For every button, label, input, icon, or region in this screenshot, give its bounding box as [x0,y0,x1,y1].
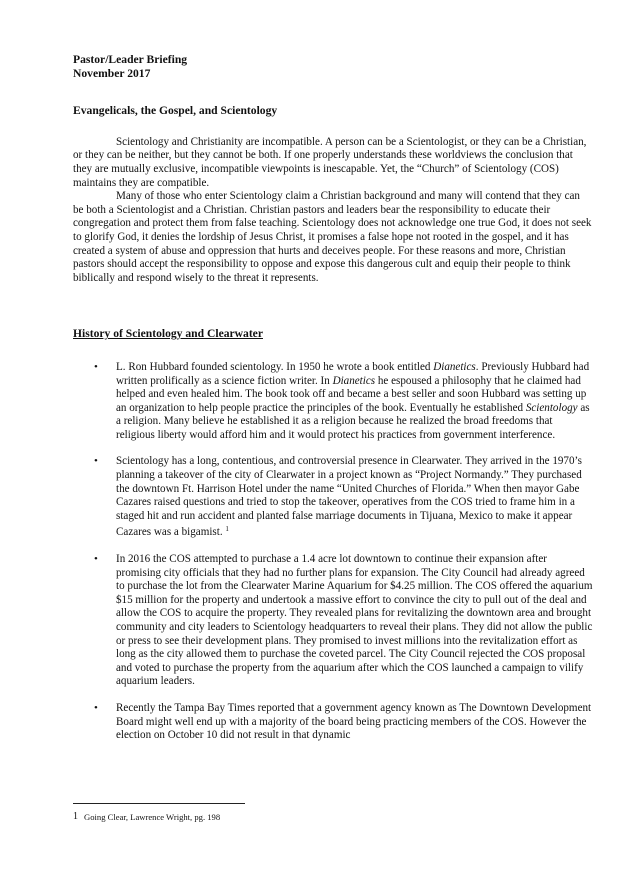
bullet-icon: • [94,455,98,468]
footnote-text: Going Clear, Lawrence Wright, pg. 198 [84,812,221,822]
footnote-divider [73,803,245,804]
list-item [73,455,593,540]
briefing-title: Pastor/Leader Briefing [73,53,188,66]
list-item [73,553,593,689]
section-title: Evangelicals, the Gospel, and Scientology [73,104,278,118]
bullet-text: In 2016 the COS attempted to purchase a 1.4 acre lot downtown to continue their expansion after promising city officials that they had no further plans for expansion. The City Council had already agreed to purchase the lot from the Clearwater Marine Aquarium for $4.25 million. The COS offered the aquarium $15 million for the property and undertook a massive effort to convince the city to pull out of the deal and allow the COS to acquire the property. They revealed plans for revitalizing the downtown area and brought community and city leaders to Scientology headquarters to reveal their plans. They did not allow the public or press to see their development plans. They promised to invest millions into the revitalization effort as long as the city allowed them to purchase the coveted parcel. The City Council rejected the COS proposal and voted to purchase the property from the aquarium after which the COS launched a campaign to vilify aquarium leaders. [116,553,593,688]
bullet-icon: • [94,701,98,714]
footnote [73,811,220,823]
bullet-text: Scientology has a long, contentious, and controversial presence in Clearwater. They arrived in the 1970’s planning a takeover of the city of Clearwater in a project known as “Project Normandy.” They purchased the downtown Ft. Harrison Hotel under the name “United Churches of Florida.” When then mayor Gabe Cazares raised questions and tried to stop the takeover, operatives from the COS tried to frame him in a staged hit and run accident and planted false marriage documents in Tijuana, Mexico to make it appear Cazares was a bigamist. $^1$ [116,455,582,539]
book-title: Dianetics [332,374,376,387]
list-item [73,361,593,443]
book-title: Dianetics [433,360,476,373]
bullet-icon: • [94,553,98,566]
intro-paragraph-2: Many of those who enter Scientology claim a Christian background and many will contend that they can be both a Scientologist and a Christian. Christian pastors and leaders bear the responsibility to educate their congregation and protect them from false teaching. Scientology does not acknowledge one true God, it does not seek to glorify God, it denies the lordship of Jesus Christ, it promises a false hope not rooted in the gospel, and it has created a system of abuse and oppression that hurts and deceives people. For these reasons and more, Christian pastors should accept the responsibility to oppose and expose this dangerous cult and equip their people to think biblically and respond wisely to the threat it represents. [73,190,592,284]
list-item [73,702,593,743]
bullet-icon: • [94,360,98,373]
history-heading: History of Scientology and Clearwater [73,327,263,341]
intro-paragraph-1: Scientology and Christianity are incompatible. A person can be a Scientologist, or they can be a Christian, or they can be neither, but they cannot be both. If one properly understands these worldviews the conclusion that they are mutually exclusive, incompatible viewpoints is inescapable. Yet, the “Church” of Scientology (COS) maintains they are compatible. [73,135,587,189]
history-bullet-list [73,361,593,743]
religion-name: Scientology [525,401,578,414]
bullet-text: L. Ron Hubbard founded scientology. In 1950 he wrote a book entitled Dianetics. Previously Hubbard had written prolifically as a science fiction writer. In Dianetics he espoused a philosophy that he claimed had helped and even healed him. The book took off and became a best seller and soon Hubbard was setting up an organization to help people practice the principles of the book. Eventually he established Scientology as a religion. Many believe he established it as a religion because he realized the broad freedoms that religious liberty would afford him and it would protect his practices from government interference. [116,360,590,441]
footnote-reference[interactable]: 1 [225,525,229,534]
document-page [73,53,593,756]
briefing-date: November 2017 [73,66,151,80]
bullet-text: Recently the Tampa Bay Times reported that a government agency known as The Downtown Development Board might well end up with a majority of the board being practicing members of the COS. However the election on October 10 did not result in that dynamic [116,701,592,742]
footnote-number: 1 [73,811,78,822]
